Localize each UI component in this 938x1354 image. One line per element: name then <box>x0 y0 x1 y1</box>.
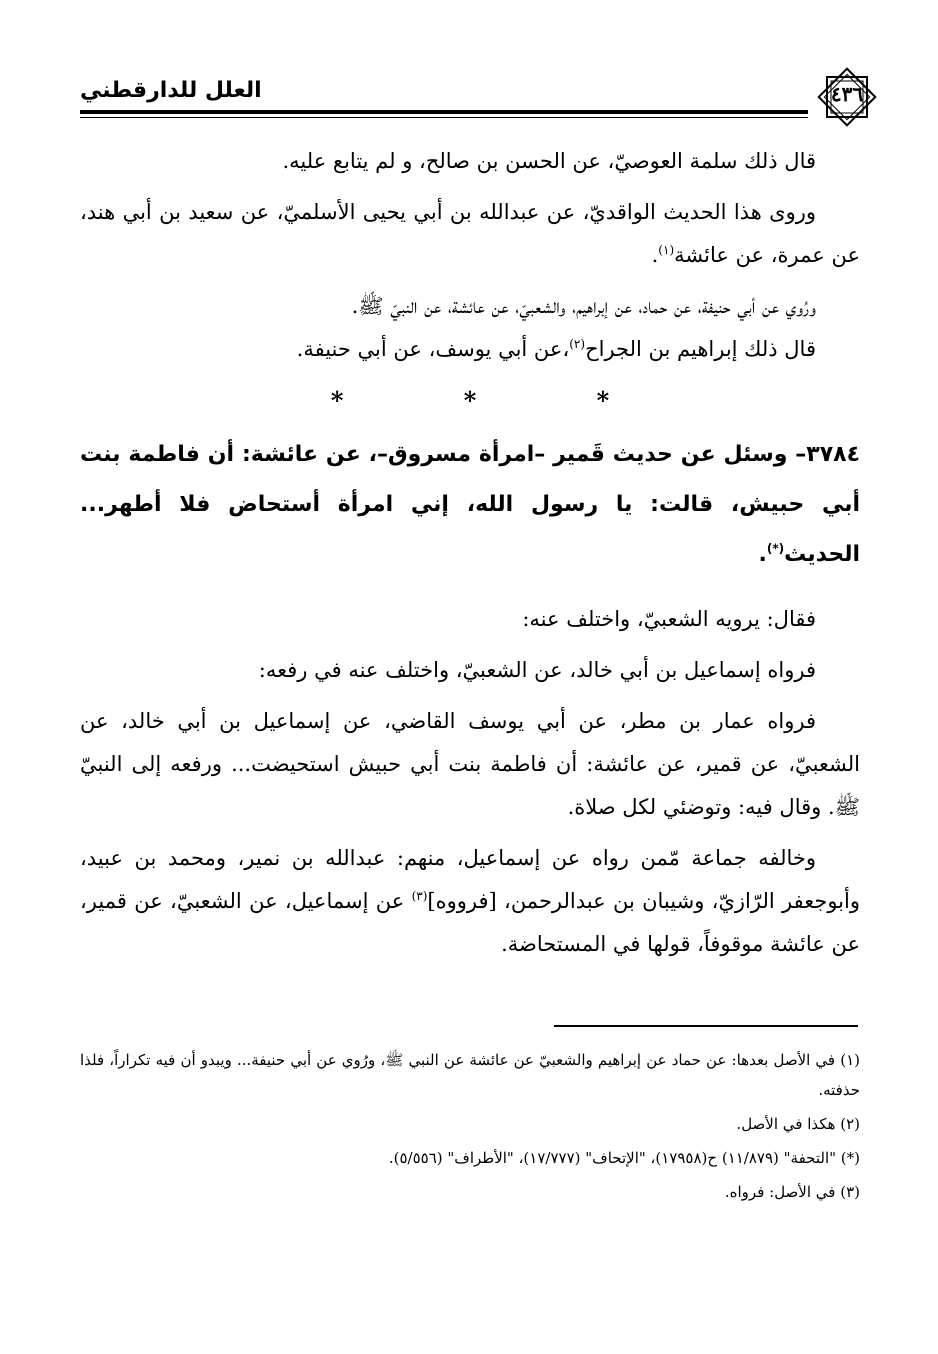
running-title: العلل للدارقطني <box>80 78 262 103</box>
page-header <box>80 66 878 126</box>
paragraph: فرواه عمار بن مطر، عن أبي يوسف القاضي، عن إسماعيل بن أبي خالد، عن الشعبيّ، عن قمير، عن عائشة: أن فاطمة بنت أبي حبيش استحيضت... ورفعه إلى النبيّ ﷺ. وقال فيه: وتوضئي لكل صلاة. <box>80 709 860 819</box>
footnote-ref[interactable]: (٣) <box>411 889 428 903</box>
paragraph-text: ،عن أبي يوسف، عن أبي حنيفة. <box>296 337 570 361</box>
footnote: (٣) في الأصل: فرواه. <box>724 1183 860 1201</box>
paragraph: فرواه إسماعيل بن أبي خالد، عن الشعبيّ، واختلف عنه في رفعه: <box>258 658 816 682</box>
paragraph: قال ذلك سلمة العوصيّ، عن الحسن بن صالح، و لم يتابع عليه. <box>282 149 816 173</box>
page-number: ٤٣٦ <box>830 82 864 106</box>
paragraph: فقال: يرويه الشعبيّ، واختلف عنه: <box>522 607 816 631</box>
question-heading: ٣٧٨٤– وسئل عن حديث قَمير –امرأة مسروق–، عن عائشة: أن فاطمة بنت أبي حبيش، قالت: يا رسول الله، إني امرأة أستحاض فلا أطهر... الحديث(*). <box>80 442 860 567</box>
paragraph: ورُوي عن أبي حنيفة، عن حماد، عن إبراهيم، والشعبيّ، عن عائشة، عن النبيّ ﷺ. <box>351 294 816 318</box>
footnote: (٢) هكذا في الأصل. <box>736 1115 860 1133</box>
footnote: (١) في الأصل بعدها: عن حماد عن إبراهيم والشعبيّ عن عائشة عن النبي ﷺ، ورُوي عن أبي حنيفة... ويبدو أن فيه تكراراً، فلذا حذفته. <box>80 1051 860 1099</box>
paragraph: وروى هذا الحديث الواقديّ، عن عبدالله بن أبي يحيى الأسلميّ، عن سعيد بن أبي هند، عن عمرة، عن عائشة$^{(١)}$. <box>80 200 860 267</box>
section-separator: * * * <box>330 386 666 415</box>
footnote-divider <box>554 1025 858 1027</box>
footnote-ref[interactable]: (٢) <box>569 337 586 351</box>
paragraph-text: عن إسماعيل، عن الشعبيّ، عن قمير، عن عائشة موقوفاً، قولها في المستحاضة. <box>80 889 860 956</box>
page-number-badge <box>816 66 878 128</box>
paragraph-text: وخالفه جماعة مّمن رواه عن إسماعيل، منهم: عبدالله بن نمير، ومحمد بن عبيد، وأبوجعفر الرّازيّ، وشيبان بن عبدالرحمن، [فرووه] <box>80 846 860 913</box>
paragraph <box>80 837 860 966</box>
footnote-ref[interactable]: (*) <box>766 541 785 556</box>
header-rule-thick <box>80 110 808 114</box>
header-rule-thin <box>80 117 808 118</box>
paragraph-text: وروى هذا الحديث الواقديّ، عن عبدالله بن أبي يحيى الأسلميّ، عن سعيد بن أبي هند، عن عمرة، عن عائشة <box>80 200 860 267</box>
paragraph <box>80 328 860 371</box>
footnote: (*) "التحفة" (١١/٨٧٩) ح(١٧٩٥٨)، "الإتحاف" (١٧/٧٧٧)، "الأطراف" (٥/٥٥٦). <box>388 1149 860 1167</box>
footnote-ref[interactable]: (١) <box>658 243 675 257</box>
footnotes <box>80 1045 860 1211</box>
main-text <box>80 140 860 974</box>
paragraph-text: قال ذلك إبراهيم بن الجراح <box>585 337 816 361</box>
question-text: ٣٧٨٤– وسئل عن حديث قَمير –امرأة مسروق–، عن عائشة: أن فاطمة بنت أبي حبيش، قالت: يا رسول الله، إني امرأة أستحاض فلا أطهر... الحديث <box>80 442 860 567</box>
